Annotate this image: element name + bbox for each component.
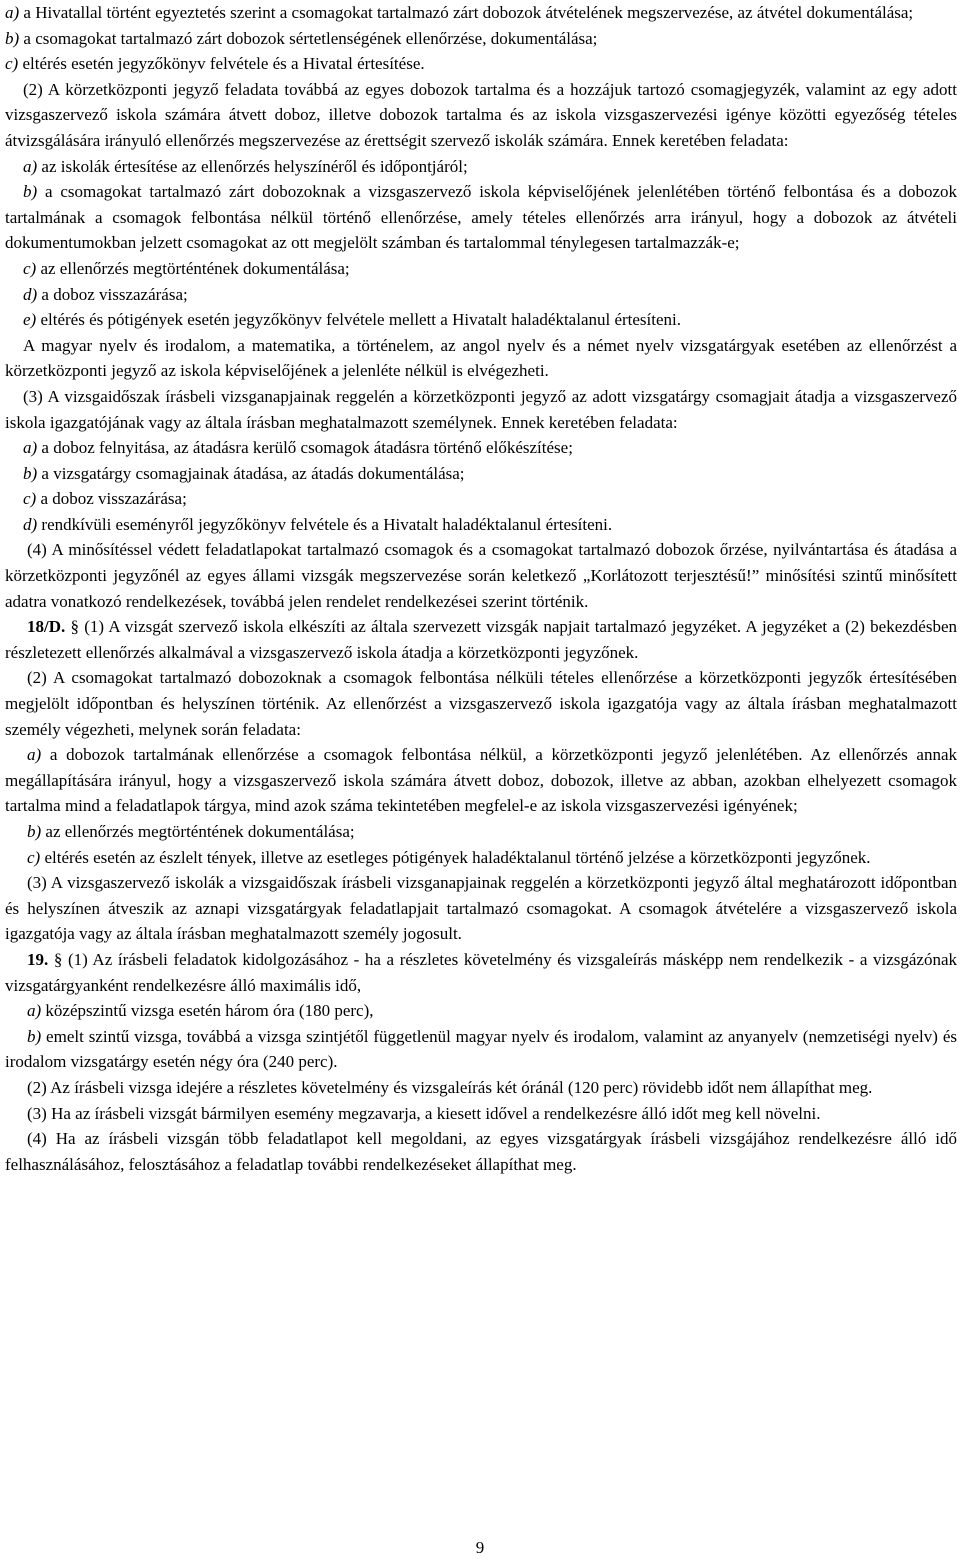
document-body [5, 0, 957, 1177]
list-marker: b) [5, 28, 20, 48]
list-marker: b) [23, 463, 38, 483]
list-marker: a) [27, 1001, 42, 1021]
paragraph-text: (4) A minősítéssel védett feladatlapokat tartalmazó csomagok és a csomagokat tartalmazó dobozok őrzése, nyilvántartása és átadása a körzetközponti jegyzőnél az egyes állami vizsgák megszervezése során keletkező „Korlátozott terjesztésű!” minősítési szintű minősített adatra vonatkozó rendelkezések, továbbá jelen rendelet rendelkezései szerint történik. [5, 540, 957, 611]
paragraph-p02 [5, 26, 957, 52]
list-marker: a) [27, 745, 42, 765]
paragraph-p28 [5, 1126, 957, 1177]
list-marker: a) [23, 438, 38, 458]
list-marker: d) [23, 284, 38, 304]
paragraph-text: (3) A vizsgaszervező iskolák a vizsgaidőszak írásbeli vizsganapjainak reggelén a körzetközponti jegyző által meghatározott időpontban és helyszínen átveszik az aznapi vizsgatárgyak feladatlapjait tartalmazó csomagokat. A csomagok átvételére a vizsgaszervező iskola igazgatója vagy az általa írásban meghatalmazott személy jogosult. [5, 873, 957, 944]
paragraph-text: (4) Ha az írásbeli vizsgán több feladatlapot kell megoldani, az egyes vizsgatárgyak írásbeli vizsgájához rendelkezésre álló idő felhasználásához, felosztásához a feladatlap további rendelkezéseket állapíthat meg. [5, 1129, 957, 1174]
paragraph-text: § (1) Az írásbeli feladatok kidolgozásához - ha a részletes követelmény és vizsgaleírás másképp nem rendelkezik - a vizsgázónak vizsgatárgyanként rendelkezésre álló maximális idő, [5, 949, 958, 995]
page-number: 9 [475, 1538, 485, 1557]
paragraph-text: (2) A körzetközponti jegyző feladata továbbá az egyes dobozok tartalma és a hozzájuk tartozó csomagjegyzék, valamint az egy adott vizsgaszervező iskola számára átvett doboz, illetve dobozok tartalma és az iskola vizsgaszervezési igénye közötti egyezőség tételes átvizsgálására irányuló ellenőrzés megszervezése az érettségit szervező iskolák számára. Ennek keretében feladata: [5, 79, 957, 150]
paragraph-p11 [5, 384, 957, 435]
paragraph-p23 [5, 947, 957, 998]
paragraph-text: a csomagokat tartalmazó zárt dobozok sértetlenségének ellenőrzése, dokumentálása; [19, 28, 598, 48]
paragraph-p16 [5, 537, 957, 614]
paragraph-p06 [5, 179, 957, 256]
paragraph-p24 [5, 998, 957, 1024]
list-marker: c) [27, 847, 41, 867]
paragraph-p10 [5, 333, 957, 384]
list-marker: a) [23, 156, 38, 176]
list-marker: c) [5, 54, 19, 74]
paragraph-p03 [5, 51, 957, 77]
list-marker: a) [5, 3, 20, 22]
paragraph-text: az ellenőrzés megtörténtének dokumentálása; [36, 258, 350, 278]
paragraph-text: (3) A vizsgaidőszak írásbeli vizsganapjainak reggelén a körzetközponti jegyző az adott vizsgatárgy csomagjait átadja a vizsgaszervező iskola igazgatójának vagy az általa írásban meghatalmazott személynek. Ennek keretében feladata: [5, 386, 957, 432]
paragraph-p17 [5, 614, 957, 665]
paragraph-p04 [5, 77, 957, 154]
list-marker: e) [23, 310, 37, 330]
paragraph-p26 [5, 1075, 957, 1101]
paragraph-p19 [5, 742, 957, 819]
paragraph-p09 [5, 307, 957, 333]
list-marker: d) [23, 514, 38, 534]
paragraph-p15 [5, 512, 957, 538]
list-marker: c) [23, 258, 37, 278]
paragraph-text: a doboz visszazárása; [37, 284, 188, 304]
paragraph-p20 [5, 819, 957, 845]
paragraph-p05 [5, 154, 957, 180]
paragraph-p01 [5, 0, 957, 26]
paragraph-text: (2) Az írásbeli vizsga idejére a részletes követelmény és vizsgaleírás két óránál (120 perc) rövidebb időt nem állapíthat meg. [27, 1077, 873, 1097]
paragraph-text: A magyar nyelv és irodalom, a matematika, a történelem, az angol nyelv és a német nyelv vizsgatárgyak esetében az ellenőrzést a körzetközponti jegyző az iskola képviselőjének a jelenléte nélkül is elvégezheti. [5, 335, 957, 381]
paragraph-p27 [5, 1101, 957, 1127]
paragraph-text: az iskolák értesítése az ellenőrzés helyszínéről és időpontjáról; [37, 156, 468, 176]
paragraph-text: eltérés és pótigények esetén jegyzőkönyv felvétele mellett a Hivatalt haladéktalanul értesíteni. [36, 310, 682, 330]
section-number: 19. [27, 949, 54, 969]
list-marker: b) [23, 182, 38, 202]
paragraph-p25 [5, 1024, 957, 1075]
paragraph-p08 [5, 282, 957, 308]
paragraph-text: az ellenőrzés megtörténtének dokumentálása; [41, 822, 355, 841]
paragraph-p18 [5, 665, 957, 742]
paragraph-p14 [5, 486, 957, 512]
paragraph-p22 [5, 870, 957, 947]
paragraph-text: középszintű vizsga esetén három óra (180 perc), [41, 1001, 374, 1021]
paragraph-text: a vizsgatárgy csomagjainak átadása, az átadás dokumentálása; [37, 463, 465, 483]
paragraph-text: rendkívüli eseményről jegyzőkönyv felvétele és a Hivatalt haladéktalanul értesíteni. [37, 514, 613, 534]
paragraph-text: a csomagokat tartalmazó zárt dobozoknak a vizsgaszervező iskola képviselőjének jelenlétében történő felbontása és a dobozok tartalmának a csomagok felbontása nélkül történő ellenőrzése, amely tételes ellenőrzés arra irányul, hogy a dobozok az átvételi dokumentumokban jelzett csomagokat az ott megjelölt számban és tartalommal ténylegesen tartalmazzák-e; [5, 182, 957, 253]
paragraph-text: (3) Ha az írásbeli vizsgát bármilyen esemény megzavarja, a kiesett idővel a rendelkezésre álló időt meg kell növelni. [27, 1103, 821, 1123]
paragraph-p13 [5, 461, 957, 487]
paragraph-text: a Hivatallal történt egyeztetés szerint a csomagokat tartalmazó zárt dobozok átvételének megszervezése, az átvétel dokumentálása; [19, 3, 914, 22]
paragraph-text: a doboz felnyitása, az átadásra kerülő csomagok átadásra történő előkészítése; [37, 438, 573, 458]
list-marker: b) [27, 1026, 42, 1046]
paragraph-text: emelt szintű vizsga, továbbá a vizsga szintjétől függetlenül magyar nyelv és irodalom, valamint az anyanyelv (nemzetiségi nyelv) és irodalom vizsgatárgy esetén négy óra (240 perc). [5, 1026, 957, 1072]
paragraph-p21 [5, 845, 957, 871]
paragraph-p07 [5, 256, 957, 282]
paragraph-text: eltérés esetén jegyzőkönyv felvétele és a Hivatal értesítése. [18, 54, 425, 74]
paragraph-text: a dobozok tartalmának ellenőrzése a csomagok felbontása nélkül, a körzetközponti jegyző jelenlétében. Az ellenőrzés annak megállapítására irányul, hogy a vizsgaszervező iskola számára átvett doboz, dobozok, illetve az abban, azokban elhelyezett csomagok tartalma mind a feladatlapok tárgya, mind azok száma tekintetében megfelel-e az iskola vizsgaszervezési igényének; [5, 745, 957, 816]
list-marker: c) [23, 489, 37, 509]
paragraph-text: § (1) A vizsgát szervező iskola elkészíti az általa szervezett vizsgák napjait tartalmazó jegyzéket. A jegyzéket a (2) bekezdésben részletezett ellenőrzés alkalmával a vizsgaszervező iskola átadja a körzetközponti jegyzőnek. [5, 617, 958, 662]
paragraph-text: eltérés esetén az észlelt tények, illetve az esetleges pótigények haladéktalanul történő jelzése a körzetközponti jegyzőnek. [40, 847, 871, 867]
paragraph-text: a doboz visszazárása; [36, 489, 187, 509]
list-marker: b) [27, 822, 42, 841]
section-number: 18/D. [27, 617, 71, 637]
paragraph-p12 [5, 435, 957, 461]
paragraph-text: (2) A csomagokat tartalmazó dobozoknak a csomagok felbontása nélküli tételes ellenőrzése a körzetközponti jegyzők értesítésében megjelölt időpontban és helyszínen történik. Az ellenőrzést a vizsgaszervező iskola igazgatója vagy az általa írásban meghatalmazott személy végezheti, melynek során feladata: [5, 668, 957, 739]
